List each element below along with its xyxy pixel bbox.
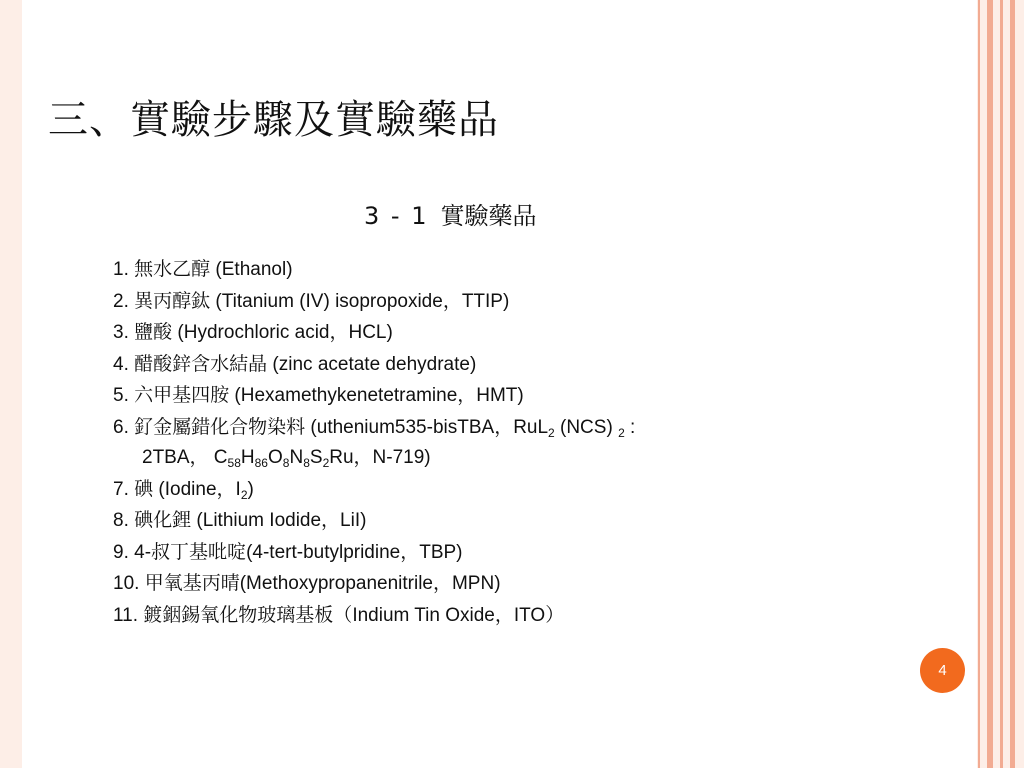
list-item: 10. 甲氧基丙晴(Methoxypropanenitrile，MPN) [113,572,501,594]
list-item: 11. 鍍銦錫氧化物玻璃基板（Indium Tin Oxide，ITO） [113,603,565,626]
page-number-badge: 4 [920,648,965,693]
list-item-continuation: 2TBA， $C_{58}H_{86}O_8N_8S_2Ru$，N-719) [142,447,431,470]
section-heading-text: 實驗藥品 [440,202,537,230]
list-item: 5. 六甲基四胺 (Hexamethykenetetramine，HMT) [113,384,524,406]
accent-stripe [978,0,980,768]
chemicals-list [113,254,635,631]
accent-stripe [987,0,993,768]
list-item: 1. 無水乙醇 (Ethanol) [113,258,293,280]
list-item: 7. 碘 (Iodine，$I_2$) [113,477,254,502]
accent-stripe [1000,0,1003,768]
accent-stripe [1010,0,1015,768]
list-item: 9. 4-叔丁基吡啶(4-tert-butylpridine，TBP) [113,540,463,563]
list-item: 8. 碘化鋰 (Lithium Iodide，LiI) [113,509,367,531]
list-item: 4. 醋酸鋅含水結晶 (zinc acetate dehydrate) [113,352,477,375]
list-item: 2. 異丙醇鈦 (Titanium (IV) isopropoxide，TTIP) [113,289,510,312]
list-item: 3. 鹽酸 (Hydrochloric acid，HCL) [113,321,393,343]
list-item: 6. 釕金屬錯化合物染料 (uthenium535-bisTBA，RuL$_2$ (NCS) $_2$ : [113,415,636,440]
slide-title: 三、實驗步驟及實驗藥品 [48,97,499,143]
section-heading [364,196,536,231]
section-number: 3 - 1 [364,202,429,230]
